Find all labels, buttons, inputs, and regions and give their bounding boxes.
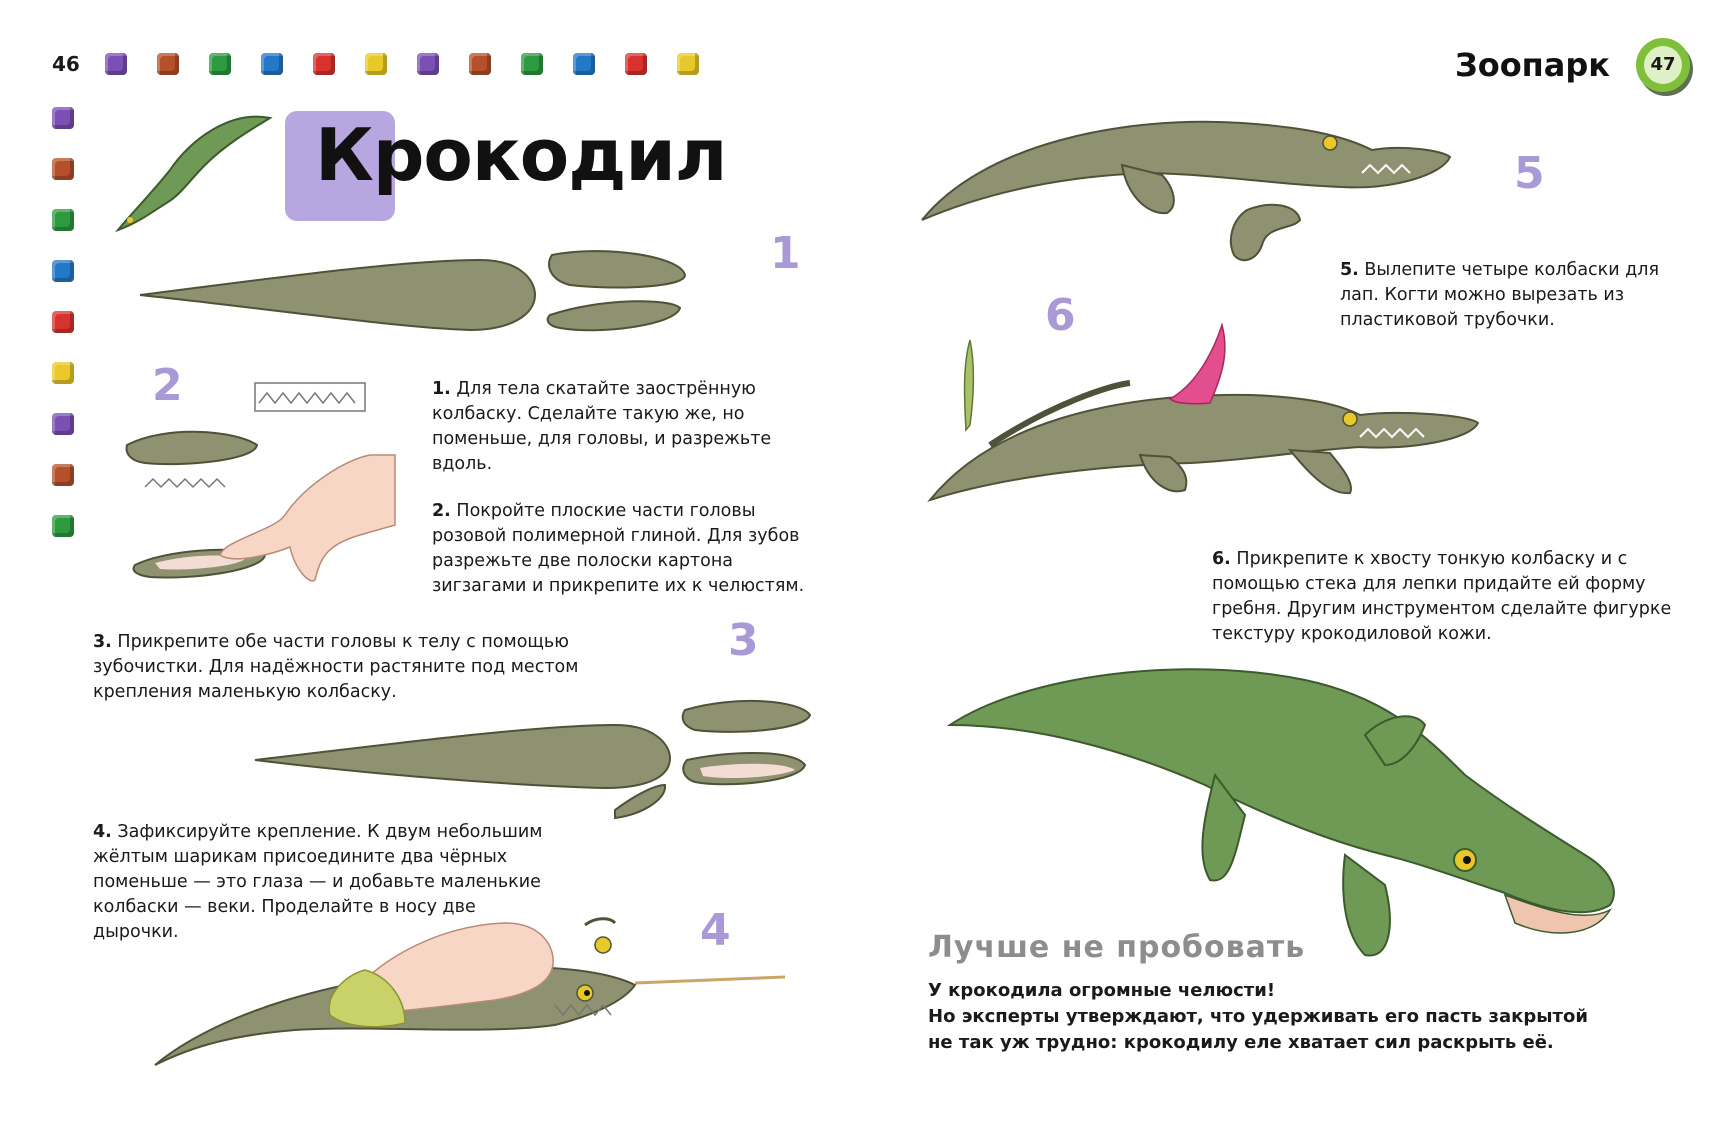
instruction-step-3-text: Прикрепите обе части головы к телу с помощью зубочистки. Для надёжности растяните под местом крепления маленькую колбаску. bbox=[93, 632, 579, 702]
decorative-cube bbox=[313, 53, 335, 75]
warning-text bbox=[928, 978, 1588, 1056]
instruction-step-6 bbox=[1212, 547, 1672, 647]
decorative-cube bbox=[52, 311, 74, 333]
left-page-number: 46 bbox=[52, 52, 80, 76]
instruction-step-1-text: Для тела скатайте заострённую колбаску. Сделайте такую же, но поменьше, для головы, и разрежьте вдоль. bbox=[432, 379, 772, 474]
crocodile-thumbnail-illustration bbox=[110, 110, 280, 240]
decorative-cube bbox=[52, 107, 74, 129]
instruction-step-4-text: Зафиксируйте крепление. К двум небольшим жёлтым шарикам присоедините два чёрных поменьше — это глаза — и добавьте маленькие колбаски — веки. Проделайте в носу две дырочки. bbox=[93, 822, 543, 942]
warning-line: Но эксперты утверждают, что удерживать его пасть закрытой bbox=[928, 1006, 1588, 1027]
decorative-cube bbox=[52, 209, 74, 231]
decorative-cube bbox=[209, 53, 231, 75]
right-page-number: 47 bbox=[1644, 46, 1682, 84]
decorative-cube bbox=[365, 53, 387, 75]
decorative-cube bbox=[625, 53, 647, 75]
instruction-step-1-number: 1. bbox=[432, 379, 451, 399]
step-number-6: 6 bbox=[1045, 290, 1076, 341]
instruction-step-2 bbox=[432, 499, 812, 599]
step-1-clay-sausages-illustration bbox=[140, 240, 700, 340]
decorative-cube bbox=[157, 53, 179, 75]
step-number-5: 5 bbox=[1514, 148, 1545, 199]
decorative-cube bbox=[52, 158, 74, 180]
title-block bbox=[285, 105, 727, 197]
decorative-cube bbox=[521, 53, 543, 75]
page-title: Крокодил bbox=[315, 113, 727, 197]
step-5-legs-illustration bbox=[922, 105, 1462, 270]
warning-title: Лучше не пробовать bbox=[928, 930, 1306, 965]
warning-line: У крокодила огромные челюсти! bbox=[928, 980, 1276, 1001]
step-number-3: 3 bbox=[728, 615, 759, 666]
decorative-cube bbox=[261, 53, 283, 75]
step-6-ridge-texture-illustration bbox=[930, 325, 1490, 525]
instruction-step-4-number: 4. bbox=[93, 822, 112, 842]
decorative-cube bbox=[417, 53, 439, 75]
section-title: Зоопарк bbox=[1454, 46, 1610, 84]
decorative-cube bbox=[52, 515, 74, 537]
instruction-step-1 bbox=[432, 377, 812, 477]
instruction-step-2-text: Покройте плоские части головы розовой полимерной глиной. Для зубов разрежьте две полоски картона зигзагами и прикрепите их к челюстям. bbox=[432, 501, 805, 596]
decorative-cube bbox=[573, 53, 595, 75]
instruction-step-5-number: 5. bbox=[1340, 260, 1359, 280]
instruction-step-6-number: 6. bbox=[1212, 549, 1231, 569]
decorative-cube bbox=[52, 362, 74, 384]
instruction-step-3-number: 3. bbox=[93, 632, 112, 652]
decorative-cube bbox=[105, 53, 127, 75]
decorative-cube bbox=[677, 53, 699, 75]
step-4-eyes-and-hand-illustration bbox=[155, 905, 795, 1075]
decorative-cube bbox=[52, 260, 74, 282]
step-number-4: 4 bbox=[700, 905, 731, 956]
step-3-assembled-body-illustration bbox=[255, 690, 815, 830]
right-page-number-badge bbox=[1636, 38, 1690, 92]
step-2-jaws-and-hand-illustration bbox=[125, 375, 395, 590]
decorative-cube bbox=[469, 53, 491, 75]
step-number-1: 1 bbox=[770, 228, 801, 279]
instruction-step-5 bbox=[1340, 258, 1660, 333]
warning-line: не так уж трудно: крокодилу еле хватает сил раскрыть её. bbox=[928, 1032, 1554, 1053]
decorative-cube bbox=[52, 413, 74, 435]
instruction-step-2-number: 2. bbox=[432, 501, 451, 521]
decorative-cube bbox=[52, 464, 74, 486]
step-number-2: 2 bbox=[152, 360, 183, 411]
instruction-step-5-text: Вылепите четыре колбаски для лап. Когти можно вырезать из пластиковой трубочки. bbox=[1340, 260, 1659, 330]
instruction-step-6-text: Прикрепите к хвосту тонкую колбаску и с помощью стека для лепки придайте ей форму гребня. Другим инструментом сделайте фигурке текстуру крокодиловой кожи. bbox=[1212, 549, 1672, 644]
